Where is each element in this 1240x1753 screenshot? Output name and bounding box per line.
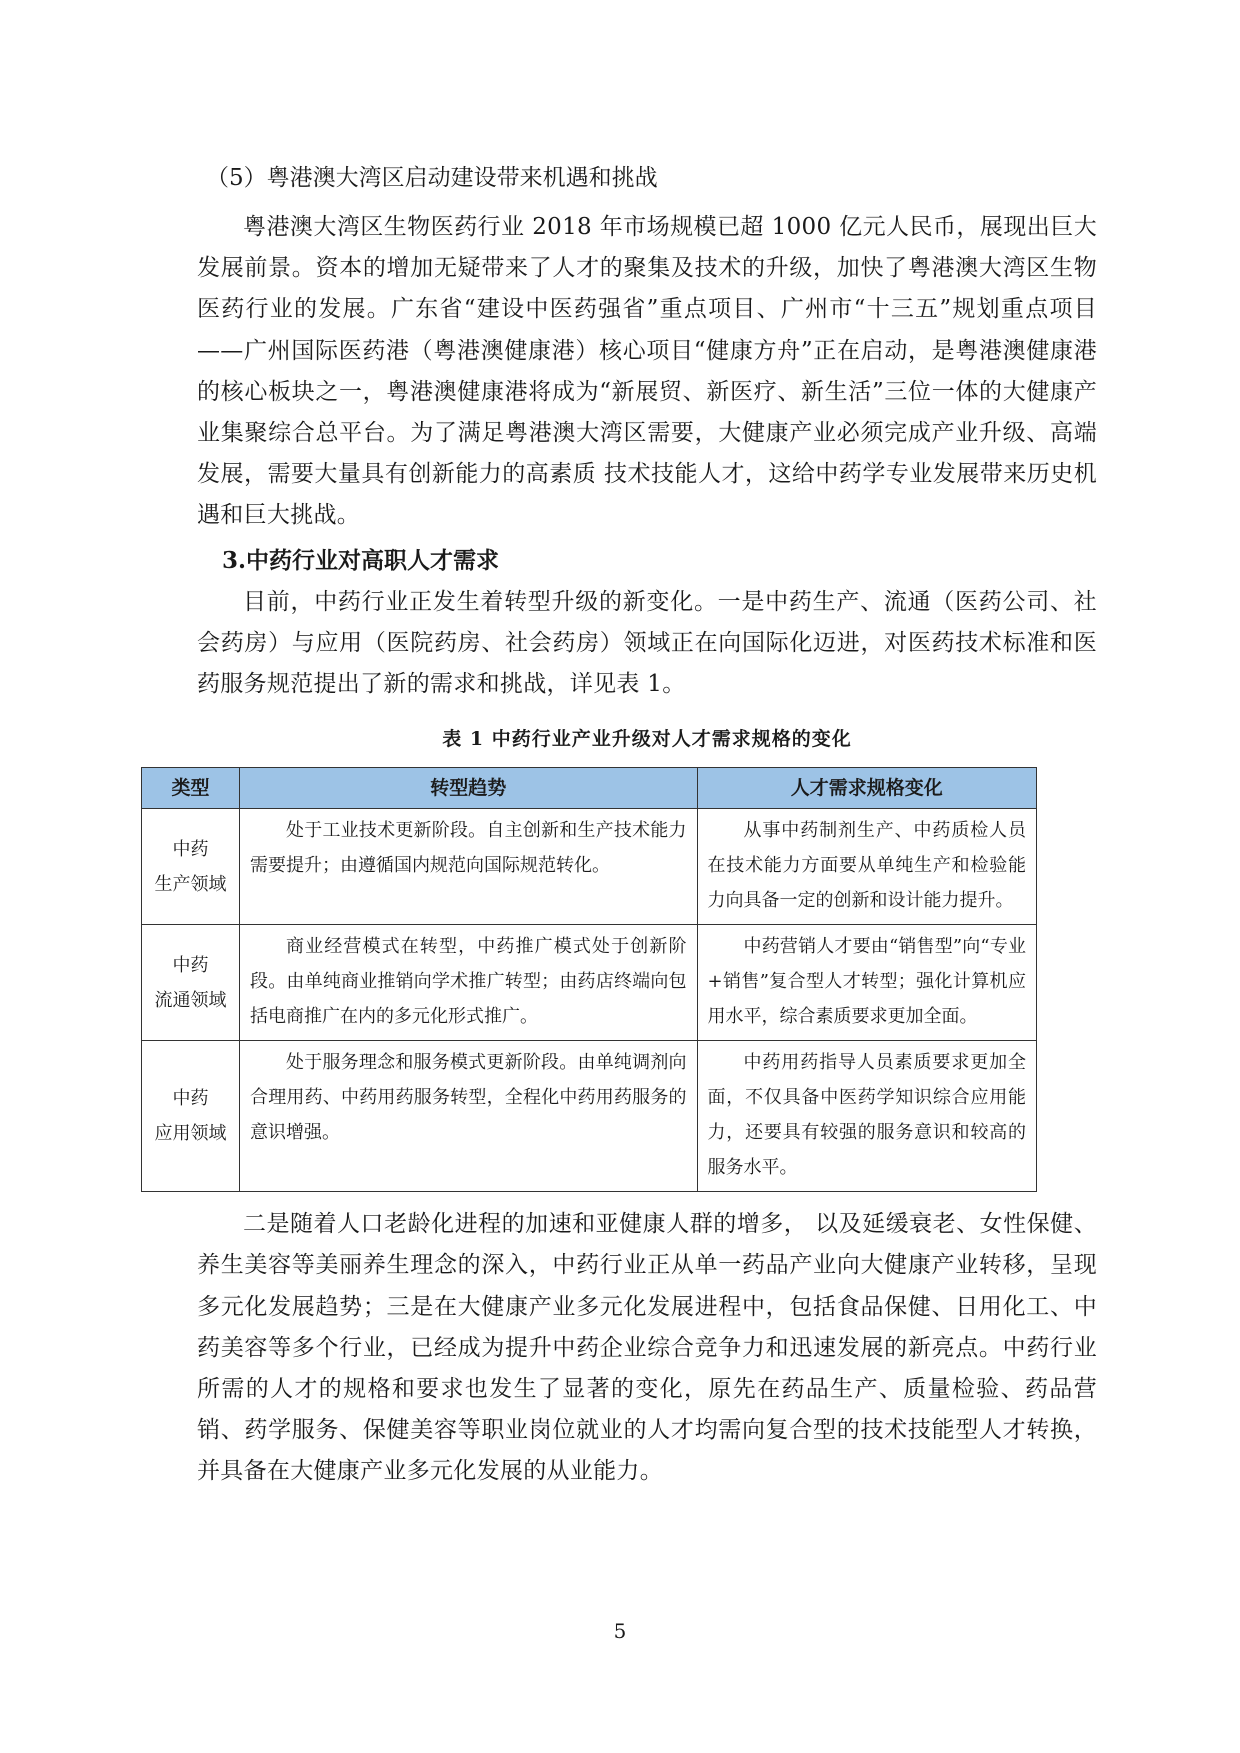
trend-cell: 处于服务理念和服务模式更新阶段。由单纯调剂向合理用药、中药用药服务转型，全程化中药用药服务的意识增强。 bbox=[240, 1041, 698, 1192]
header-type: 类型 bbox=[142, 768, 240, 809]
type-cell bbox=[142, 809, 240, 925]
requirement-cell: 从事中药制剂生产、中药质检人员在技术能力方面要从单纯生产和检验能力向具备一定的创新和设计能力提升。 bbox=[697, 809, 1036, 925]
table-header-row bbox=[142, 768, 1037, 809]
type-cell bbox=[142, 925, 240, 1041]
table-row bbox=[142, 809, 1037, 925]
requirement-cell: 中药营销人才要由“销售型”向“专业+销售”复合型人才转型；强化计算机应用水平，综合素质要求更加全面。 bbox=[697, 925, 1036, 1041]
section-5-heading: （5）粤港澳大湾区启动建设带来机遇和挑战 bbox=[206, 165, 658, 191]
section-3-heading: 3.中药行业对高职人才需求 bbox=[222, 546, 500, 574]
page-number: 5 bbox=[613, 1619, 627, 1643]
type-cell bbox=[142, 1041, 240, 1192]
table-row bbox=[142, 1041, 1037, 1192]
page-content bbox=[154, 158, 1097, 1493]
header-trend: 转型趋势 bbox=[240, 768, 698, 809]
trend-cell: 商业经营模式在转型，中药推广模式处于创新阶段。由单纯商业推销向学术推广转型；由药店终端向包括电商推广在内的多元化形式推广。 bbox=[240, 925, 698, 1041]
paragraph-health-industry: 二是随着人口老龄化进程的加速和亚健康人群的增多， 以及延缓衰老、女性保健、养生美容等美丽养生理念的深入，中药行业正从单一药品产业向大健康产业转移，呈现多元化发展趋势；三是在大健康产业多元化发展进程中，包括食品保健、日用化工、中药美容等多个行业，已经成为提升中药企业综合竞争力和迅速发展的新亮点。中药行业所需的人才的规格和要求也发生了显著的变化，原先在药品生产、质量检验、药品营销、药学服务、保健美容等职业岗位就业的人才均需向复合型的技术技能型人才转换，并具备在大健康产业多元化发展的从业能力。 bbox=[197, 1211, 1097, 1485]
talent-requirement-table bbox=[141, 767, 1037, 1192]
type-label-line2: 流通领域 bbox=[154, 989, 227, 1011]
trend-cell: 处于工业技术更新阶段。自主创新和生产技术能力需要提升；由遵循国内规范向国际规范转化。 bbox=[240, 809, 698, 925]
paragraph-gba-industry: 粤港澳大湾区生物医药行业 2018 年市场规模已超 1000 亿元人民币，展现出巨大发展前景。资本的增加无疑带来了人才的聚集及技术的升级，加快了粤港澳大湾区生物医药行业的发展。广东省“建设中医药强省”重点项目、广州市“十三五”规划重点项目——广州国际医药港（粤港澳健康港）核心项目“健康方舟”正在启动，是粤港澳健康港的核心板块之一，粤港澳健康港将成为“新展贸、新医疗、新生活”三位一体的大健康产业集聚综合总平台。为了满足粤港澳大湾区需要，大健康产业必须完成产业升级、高端发展，需要大量具有创新能力的高素质 技术技能人才，这给中药学专业发展带来历史机遇和巨大挑战。 bbox=[197, 214, 1097, 529]
requirement-cell: 中药用药指导人员素质要求更加全面，不仅具备中医药学知识综合应用能力，还要具有较强的服务意识和较高的服务水平。 bbox=[697, 1041, 1036, 1192]
type-label-line2: 生产领域 bbox=[154, 873, 227, 895]
header-requirement: 人才需求规格变化 bbox=[697, 768, 1036, 809]
table-caption: 表 1 中药行业产业升级对人才需求规格的变化 bbox=[442, 728, 852, 751]
paragraph-industry-transformation: 目前，中药行业正发生着转型升级的新变化。一是中药生产、流通（医药公司、社会药房）与应用（医院药房、社会药房）领域正在向国际化迈进，对医药技术标准和医药服务规范提出了新的需求和挑战，详见表 1。 bbox=[197, 588, 1097, 698]
type-label-line1: 中药 bbox=[172, 838, 209, 860]
type-label-line1: 中药 bbox=[172, 1088, 209, 1110]
type-label-line1: 中药 bbox=[172, 954, 209, 976]
table-row bbox=[142, 925, 1037, 1041]
type-label-line2: 应用领域 bbox=[154, 1123, 227, 1145]
